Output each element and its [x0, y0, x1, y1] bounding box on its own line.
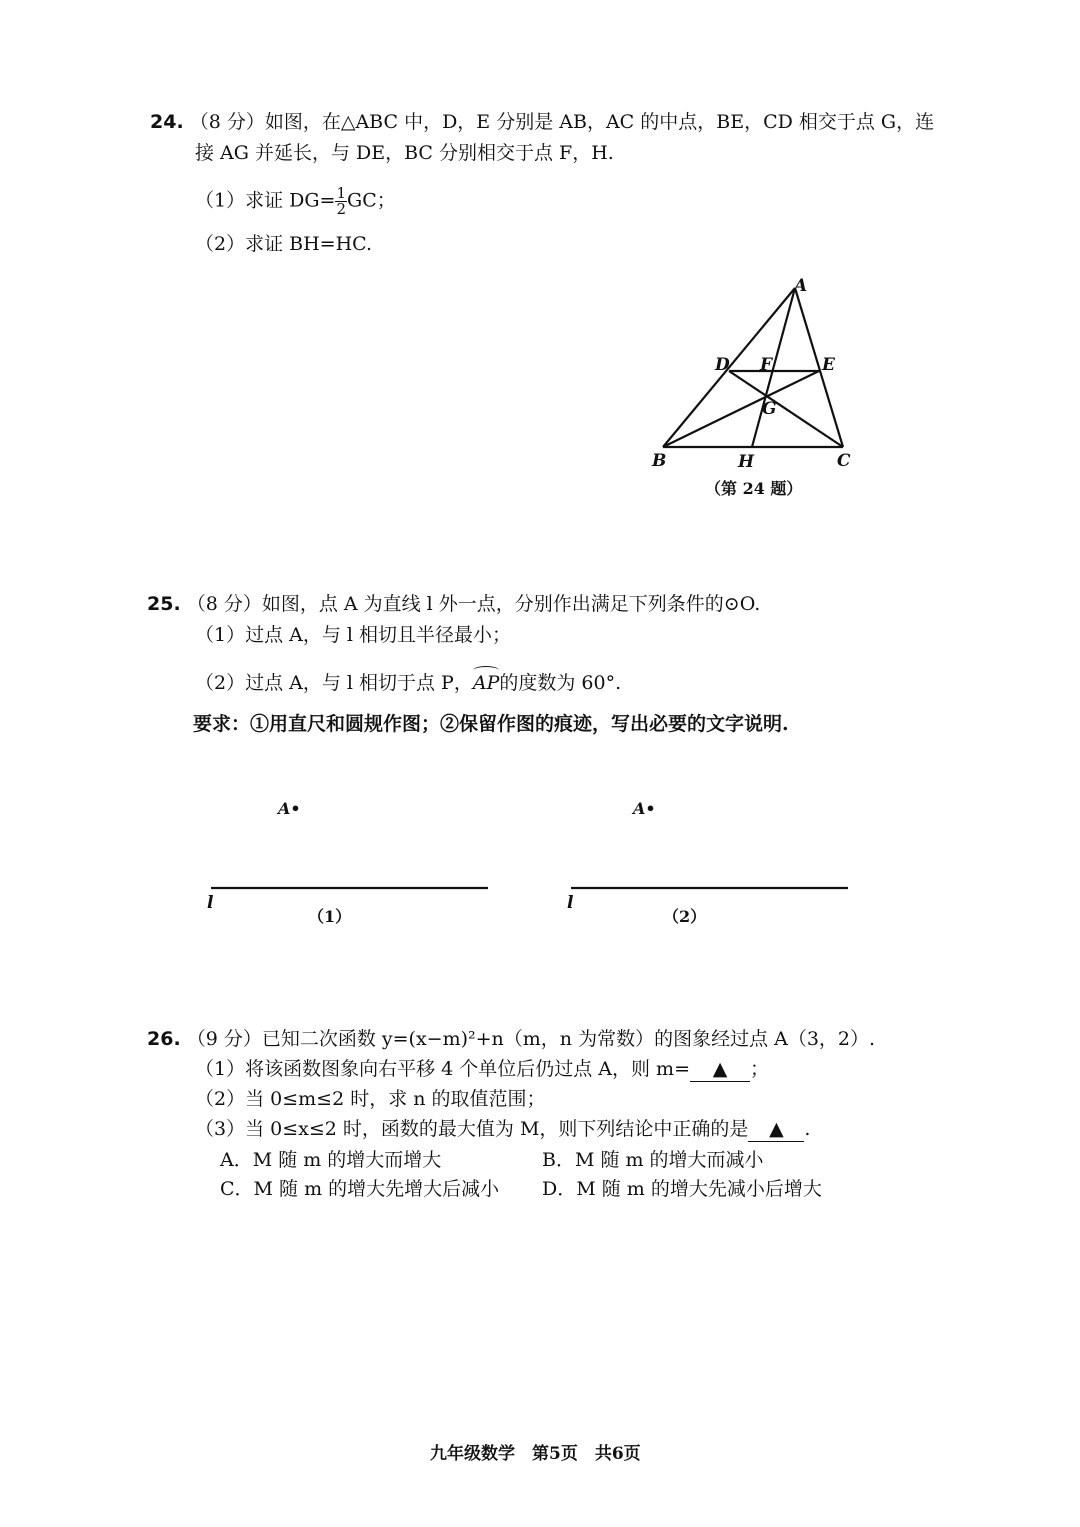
arc-ap: AP [472, 672, 500, 694]
q26-part3-prefix: （3）当 0≤x≤2 时，函数的最大值为 M，则下列结论中正确的是 [195, 1118, 749, 1140]
q24-figure-caption: （第 24 题） [705, 479, 803, 498]
fraction-numerator: 1 [336, 184, 347, 202]
q26-header [147, 1027, 875, 1051]
q25-requirement: 要求：①用直尺和圆规作图；②保留作图的痕迹，写出必要的文字说明. [193, 713, 789, 735]
q25-number: 25. [147, 593, 181, 615]
option-c[interactable]: C．M 随 m 的增大先增大后减小 [220, 1178, 500, 1200]
label-a: A [794, 276, 808, 296]
q26-part3-suffix: . [804, 1118, 811, 1140]
label-g: G [762, 399, 777, 419]
q26-part2: （2）当 0≤m≤2 时，求 n 的取值范围； [195, 1088, 546, 1110]
page-footer: 九年级数学 第5页 共6页 [430, 1444, 641, 1464]
label-b: B [652, 451, 667, 471]
option-a[interactable]: A．M 随 m 的增大而增大 [220, 1149, 442, 1171]
fig1-caption: （1） [308, 907, 352, 926]
option-b[interactable]: B．M 随 m 的增大而减小 [542, 1149, 764, 1171]
q25-stem: （8 分）如图，点 A 为直线 l 外一点，分别作出满足下列条件的⊙O. [186, 593, 761, 615]
q26-part3 [195, 1117, 810, 1142]
q24-part1-prefix: （1）求证 DG= [195, 189, 336, 212]
fig2-point-a: A• [633, 799, 656, 818]
q24-number: 24. [150, 111, 184, 133]
answer-blank-1[interactable]: ▲ [690, 1057, 750, 1082]
label-d: D [715, 355, 730, 375]
fig1-point-a: A• [278, 799, 301, 818]
fraction-denominator: 2 [336, 200, 347, 218]
fig2-line-label: l [567, 893, 574, 913]
q26-part1-suffix: ； [750, 1058, 770, 1080]
q24-stem-line2: 接 AG 并延长，与 DE，BC 分别相交于点 F，H. [195, 142, 614, 164]
fig2-caption: （2） [663, 907, 707, 926]
q25-part1: （1）过点 A，与 l 相切且半径最小； [195, 624, 512, 646]
fig1-line-label: l [207, 893, 214, 913]
option-d[interactable]: D．M 随 m 的增大先减小后增大 [542, 1178, 822, 1200]
q26-stem: （9 分）已知二次函数 y=(x−m)²+n（m，n 为常数）的图象经过点 A（3，2）. [186, 1028, 876, 1050]
q26-part1-prefix: （1）将该函数图象向右平移 4 个单位后仍过点 A，则 m= [195, 1058, 690, 1080]
q24-part1-suffix: GC； [347, 189, 396, 212]
label-h: H [738, 452, 755, 472]
q26-part1 [195, 1057, 769, 1082]
label-f: F [760, 355, 773, 375]
answer-blank-2[interactable]: ▲ [748, 1117, 804, 1142]
q24-stem-line1: （8 分）如图，在△ABC 中，D，E 分别是 AB，AC 的中点，BE，CD 相交于点 G，连 [189, 111, 935, 133]
q25-part2-suffix: 的度数为 60°. [499, 672, 622, 694]
label-e: E [822, 355, 835, 375]
q25-part2-prefix: （2）过点 A，与 l 相切于点 P， [195, 672, 473, 694]
q24-part2: （2）求证 BH=HC. [195, 233, 373, 255]
label-c: C [837, 451, 851, 471]
q26-number: 26. [147, 1028, 181, 1050]
